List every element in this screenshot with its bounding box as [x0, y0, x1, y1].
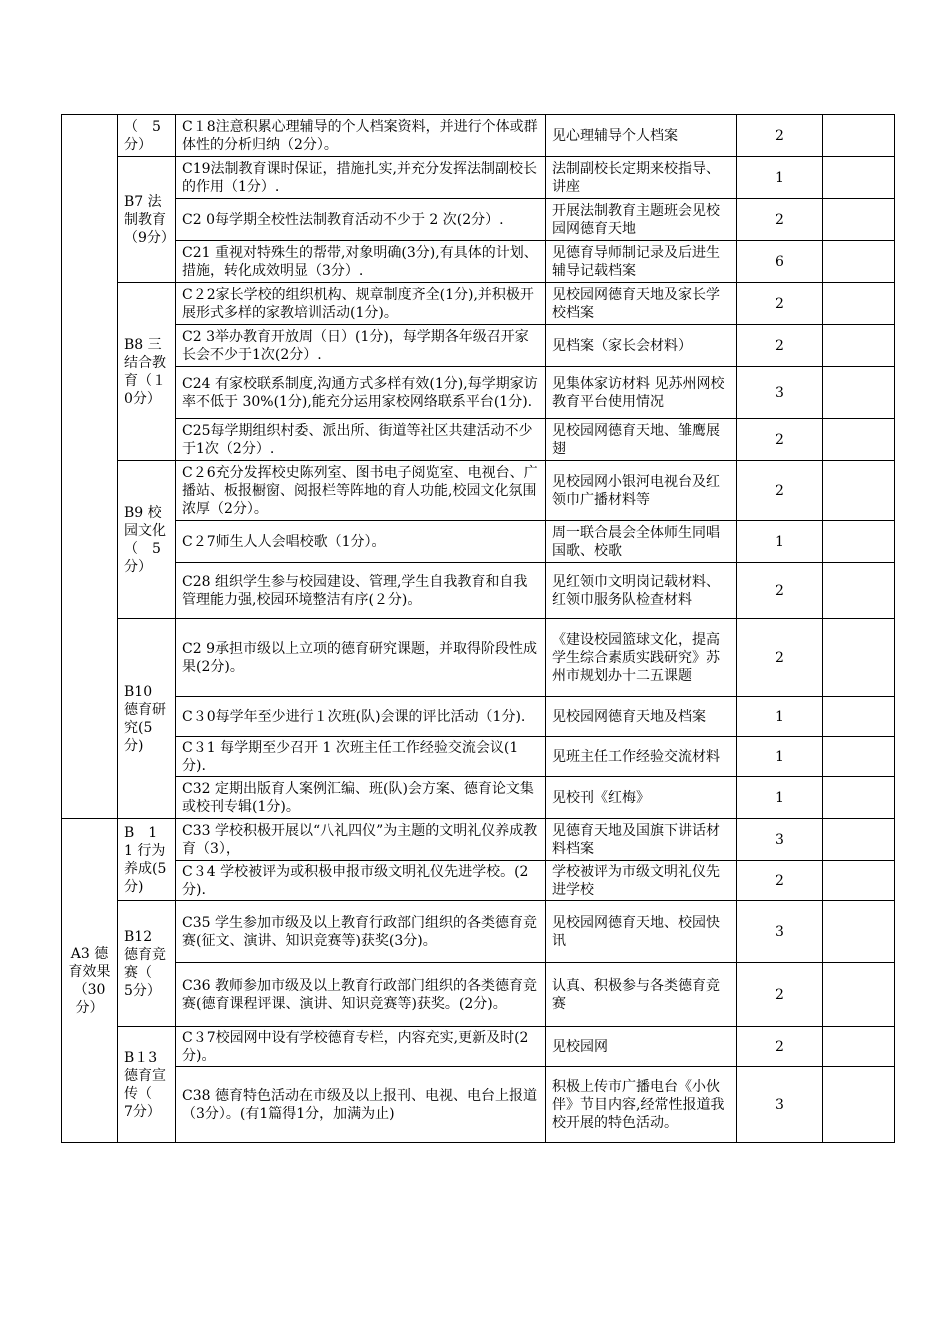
category-b-cell: B10 德育研究(5分): [118, 619, 176, 819]
table-row: [62, 963, 895, 1027]
score-cell: 2: [737, 861, 823, 901]
score-cell: 2: [737, 963, 823, 1027]
blank-cell: [823, 157, 895, 199]
evidence-cell: 见校园网德育天地及家长学校档案: [546, 283, 737, 325]
criterion-cell: C32 定期出版育人案例汇编、班(队)会方案、德育论文集或校刊专辑(1分)。: [176, 777, 546, 819]
evidence-cell: 积极上传市广播电台《小伙伴》节目内容,经常性报道我校开展的特色活动。: [546, 1067, 737, 1143]
criterion-cell: C33 学校积极开展以“八礼四仪”为主题的文明礼仪养成教育（3），: [176, 819, 546, 861]
criterion-cell: C2 9承担市级以上立项的德育研究课题，并取得阶段性成果(2分)。: [176, 619, 546, 697]
criterion-cell: C35 学生参加市级及以上教育行政部门组织的各类德育竞赛(征文、演讲、知识竞赛等)获奖(3分)。: [176, 901, 546, 963]
category-b-cell: B 1 1 行为养成(5分): [118, 819, 176, 901]
blank-cell: [823, 563, 895, 619]
score-cell: 2: [737, 563, 823, 619]
criterion-cell: C36 教师参加市级及以上教育行政部门组织的各类德育竞赛(德育课程评课、演讲、知识竞赛等)获奖。(2分)。: [176, 963, 546, 1027]
table-row: [62, 419, 895, 461]
criterion-cell: C19法制教育课时保证，措施扎实,并充分发挥法制副校长的作用（1分）.: [176, 157, 546, 199]
score-cell: 6: [737, 241, 823, 283]
table-row: [62, 115, 895, 157]
criterion-cell: C３7校园网中设有学校德育专栏，内容充实,更新及时(2分)。: [176, 1027, 546, 1067]
table-row: [62, 241, 895, 283]
category-b-cell: （ 5分）: [118, 115, 176, 157]
criterion-cell: C38 德育特色活动在市级及以上报刊、电视、电台上报道（3分）。(有1篇得1分，加满为止): [176, 1067, 546, 1143]
table-row: [62, 861, 895, 901]
evidence-cell: 开展法制教育主题班会见校园网德育天地: [546, 199, 737, 241]
blank-cell: [823, 419, 895, 461]
evidence-cell: 周一联合晨会全体师生同唱国歌、校歌: [546, 521, 737, 563]
blank-cell: [823, 619, 895, 697]
table-row: [62, 1067, 895, 1143]
evidence-cell: 学校被评为市级文明礼仪先进学校: [546, 861, 737, 901]
blank-cell: [823, 901, 895, 963]
criterion-cell: C２7师生人人会唱校歌（1分）。: [176, 521, 546, 563]
evidence-cell: 法制副校长定期来校指导、讲座: [546, 157, 737, 199]
criterion-cell: C２6充分发挥校史陈列室、图书电子阅览室、电视台、广播站、板报橱窗、阅报栏等阵地的育人功能,校园文化氛围浓厚（2分）。: [176, 461, 546, 521]
evidence-cell: 见校刊《红梅》: [546, 777, 737, 819]
evidence-cell: 见德育天地及国旗下讲话材料档案: [546, 819, 737, 861]
criterion-cell: C2 0每学期全校性法制教育活动不少于 2 次(2分）.: [176, 199, 546, 241]
score-cell: 3: [737, 819, 823, 861]
blank-cell: [823, 241, 895, 283]
blank-cell: [823, 963, 895, 1027]
blank-cell: [823, 521, 895, 563]
criterion-cell: C28 组织学生参与校园建设、管理,学生自我教育和自我管理能力强,校园环境整洁有序(２分)。: [176, 563, 546, 619]
blank-cell: [823, 367, 895, 419]
table-row: [62, 619, 895, 697]
evaluation-table: [61, 114, 895, 1143]
score-cell: 1: [737, 777, 823, 819]
score-cell: 3: [737, 1067, 823, 1143]
evidence-cell: 认真、积极参与各类德育竞赛: [546, 963, 737, 1027]
score-cell: 2: [737, 199, 823, 241]
criterion-cell: C１8注意积累心理辅导的个人档案资料，并进行个体或群体性的分析归纳（2分）。: [176, 115, 546, 157]
table-row: [62, 563, 895, 619]
evidence-cell: 见集体家访材料 见苏州网校教育平台使用情况: [546, 367, 737, 419]
table-row: [62, 819, 895, 861]
evidence-cell: 《建设校园篮球文化，提高学生综合素质实践研究》苏州市规划办十二五课题: [546, 619, 737, 697]
score-cell: 1: [737, 521, 823, 563]
category-b-cell: B9 校园文化（ 5分）: [118, 461, 176, 619]
table-row: [62, 737, 895, 777]
score-cell: 1: [737, 737, 823, 777]
blank-cell: [823, 1067, 895, 1143]
blank-cell: [823, 819, 895, 861]
criterion-cell: C2 3举办教育开放周（日）(1分)，每学期各年级召开家长会不少于1次(2分）.: [176, 325, 546, 367]
table-row: [62, 697, 895, 737]
table-body: [62, 115, 895, 1143]
category-b-cell: B7 法制教育（9分）: [118, 157, 176, 283]
criterion-cell: C３0每学年至少进行１次班(队)会课的评比活动（1分).: [176, 697, 546, 737]
table-row: [62, 901, 895, 963]
criterion-cell: C25每学期组织村委、派出所、街道等社区共建活动不少于1次（2分）.: [176, 419, 546, 461]
category-a-cell: A3 德育效果（30分）: [62, 819, 118, 1143]
blank-cell: [823, 777, 895, 819]
score-cell: 1: [737, 157, 823, 199]
score-cell: 3: [737, 367, 823, 419]
blank-cell: [823, 737, 895, 777]
blank-cell: [823, 1027, 895, 1067]
score-cell: 3: [737, 901, 823, 963]
category-a-cell: [62, 115, 118, 819]
evidence-cell: 见校园网德育天地、校园快讯: [546, 901, 737, 963]
category-b-cell: B１3 德育宣传（ 7分）: [118, 1027, 176, 1143]
evidence-cell: 见校园网德育天地及档案: [546, 697, 737, 737]
category-b-cell: B12 德育竞赛（ 5分）: [118, 901, 176, 1027]
score-cell: 2: [737, 461, 823, 521]
category-b-cell: B8 三结合教育（１0分）: [118, 283, 176, 461]
table-row: [62, 283, 895, 325]
evidence-cell: 见心理辅导个人档案: [546, 115, 737, 157]
table-row: [62, 157, 895, 199]
blank-cell: [823, 461, 895, 521]
blank-cell: [823, 697, 895, 737]
table-row: [62, 1027, 895, 1067]
score-cell: 2: [737, 325, 823, 367]
criterion-cell: C24 有家校联系制度,沟通方式多样有效(1分),每学期家访率不低于 30%(1分),能充分运用家校网络联系平台(1分).: [176, 367, 546, 419]
table-row: [62, 521, 895, 563]
table-row: [62, 367, 895, 419]
table-row: [62, 777, 895, 819]
evidence-cell: 见档案（家长会材料）: [546, 325, 737, 367]
table-row: [62, 461, 895, 521]
blank-cell: [823, 199, 895, 241]
blank-cell: [823, 283, 895, 325]
evidence-cell: 见红领巾文明岗记载材料、红领巾服务队检查材料: [546, 563, 737, 619]
blank-cell: [823, 325, 895, 367]
evidence-cell: 见校园网: [546, 1027, 737, 1067]
evidence-cell: 见班主任工作经验交流材料: [546, 737, 737, 777]
table-row: [62, 325, 895, 367]
evidence-cell: 见校园网小银河电视台及红领巾广播材料等: [546, 461, 737, 521]
score-cell: 1: [737, 697, 823, 737]
table-row: [62, 199, 895, 241]
score-cell: 2: [737, 115, 823, 157]
score-cell: 2: [737, 283, 823, 325]
score-cell: 2: [737, 619, 823, 697]
criterion-cell: C２2家长学校的组织机构、规章制度齐全(1分),并积极开展形式多样的家教培训活动(1分)。: [176, 283, 546, 325]
score-cell: 2: [737, 419, 823, 461]
blank-cell: [823, 115, 895, 157]
evidence-cell: 见校园网德育天地、雏鹰展翅: [546, 419, 737, 461]
score-cell: 2: [737, 1027, 823, 1067]
criterion-cell: C３4 学校被评为或积极申报市级文明礼仪先进学校。(2分).: [176, 861, 546, 901]
blank-cell: [823, 861, 895, 901]
criterion-cell: C21 重视对特殊生的帮带,对象明确(3分),有具体的计划、措施，转化成效明显（3分）.: [176, 241, 546, 283]
criterion-cell: C３1 每学期至少召开 1 次班主任工作经验交流会议(1分).: [176, 737, 546, 777]
evidence-cell: 见德育导师制记录及后进生辅导记载档案: [546, 241, 737, 283]
